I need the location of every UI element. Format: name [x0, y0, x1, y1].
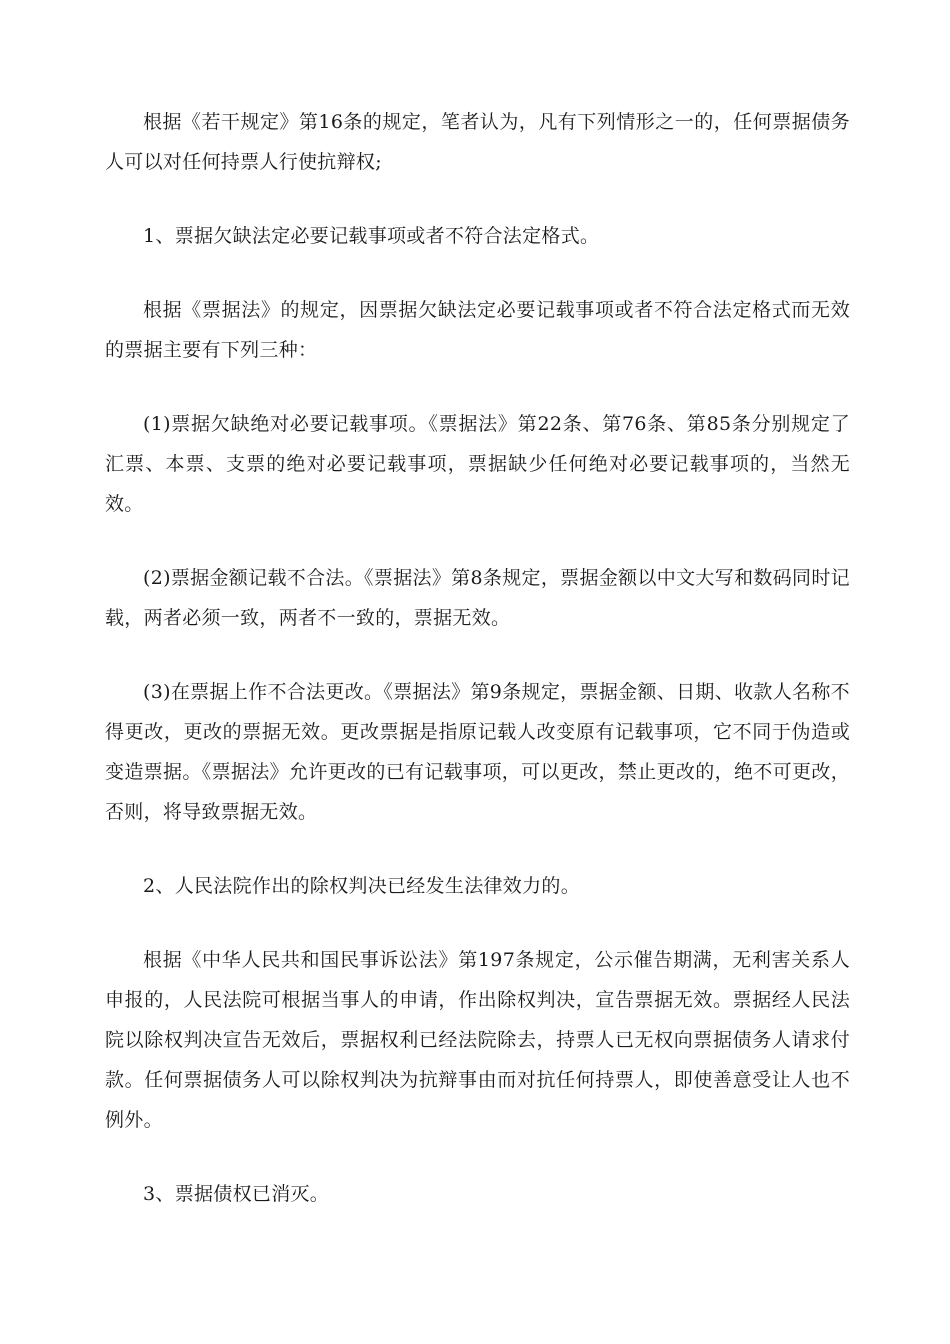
paragraph-subpoint-3: (3)在票据上作不合法更改。《票据法》第9条规定，票据金额、日期、收款人名称不得更改，更改的票据无效。更改票据是指原记载人改变原有记载事项，它不同于伪造或变造票据。《票据法》允许更改的已有记载事项，可以更改，禁止更改的，绝不可更改，否则，将导致票据无效。	[105, 681, 850, 823]
paragraph-point-3-heading: 3、票据债权已消灭。	[143, 1183, 330, 1205]
paragraph-subpoint-1: (1)票据欠缺绝对必要记载事项。《票据法》第22条、第76条、第85条分别规定了汇票、本票、支票的绝对必要记载事项，票据缺少任何绝对必要记载事项的，当然无效。	[105, 413, 850, 515]
document-body	[105, 102, 850, 1214]
paragraph-point-2-body: 根据《中华人民共和国民事诉讼法》第197条规定，公示催告期满，无利害关系人申报的，人民法院可根据当事人的申请，作出除权判决，宣告票据无效。票据经人民法院以除权判决宣告无效后，票据权利已经法院除去，持票人已无权向票据债务人请求付款。任何票据债务人可以除权判决为抗辩事由而对抗任何持票人，即使善意受让人也不例外。	[105, 949, 850, 1131]
paragraph-intro: 根据《若干规定》第16条的规定，笔者认为，凡有下列情形之一的，任何票据债务人可以对任何持票人行使抗辩权;	[105, 111, 850, 173]
paragraph-point-1-intro: 根据《票据法》的规定，因票据欠缺法定必要记载事项或者不符合法定格式而无效的票据主要有下列三种：	[105, 299, 850, 361]
paragraph-subpoint-2: (2)票据金额记载不合法。《票据法》第8条规定，票据金额以中文大写和数码同时记载，两者必须一致，两者不一致的，票据无效。	[105, 567, 850, 629]
paragraph-point-2-heading: 2、人民法院作出的除权判决已经发生法律效力的。	[143, 875, 580, 897]
paragraph-point-1-heading: 1、票据欠缺法定必要记载事项或者不符合法定格式。	[143, 225, 600, 247]
